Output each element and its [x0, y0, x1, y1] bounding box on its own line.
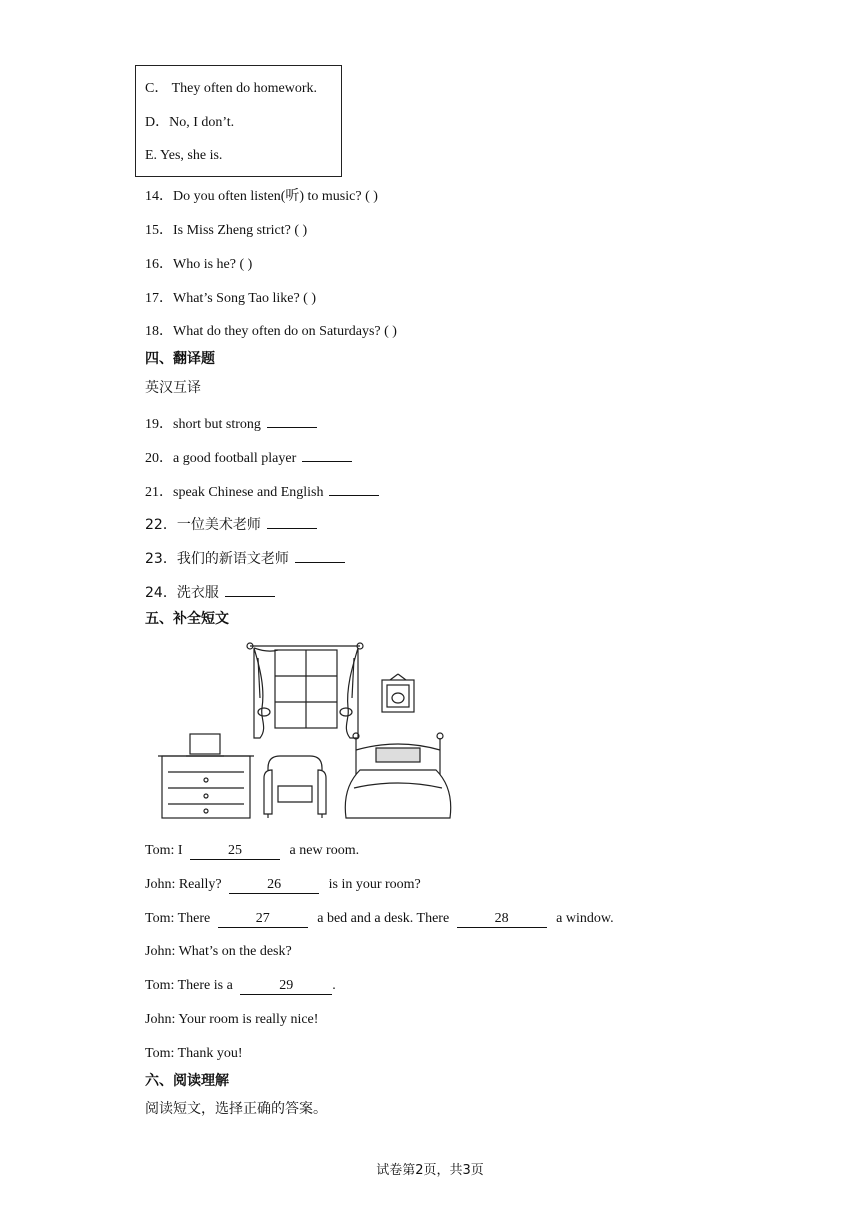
- dialog-line-1: [145, 842, 359, 860]
- dialog-text: John: Really?: [145, 877, 222, 892]
- question-18: 18．What do they often do on Saturdays? ( ): [145, 324, 397, 339]
- translate-text: 20．a good football player: [145, 451, 297, 466]
- dialog-text: a new room.: [289, 843, 360, 858]
- dialog-line-5: [145, 977, 336, 995]
- option-c: C． They often do homework.: [145, 81, 317, 96]
- blank-27: 27: [218, 911, 308, 928]
- dialog-line-4: John: What’s on the desk?: [145, 944, 292, 959]
- translate-text: 21．speak Chinese and English: [145, 485, 324, 500]
- question-14: 14．Do you often listen(听) to music? ( ): [145, 189, 378, 204]
- translate-text: 23．我们的新语文老师: [145, 551, 289, 567]
- answer-blank: [267, 413, 317, 428]
- section6-instruction: 阅读短文，选择正确的答案。: [145, 1101, 327, 1117]
- translate-item-22: [145, 514, 317, 534]
- translate-text: 22．一位美术老师: [145, 517, 261, 533]
- dialog-text: a bed and a desk. There: [317, 911, 450, 926]
- answer-blank: [267, 514, 317, 529]
- dialog-line-2: [145, 876, 421, 894]
- blank-28: 28: [457, 911, 547, 928]
- section4-heading: 四、翻译题: [145, 351, 215, 367]
- section6-heading: 六、阅读理解: [145, 1073, 229, 1089]
- answer-blank: [329, 481, 379, 496]
- dialog-text: a window.: [556, 911, 614, 926]
- answer-blank: [295, 548, 345, 563]
- dialog-line-3: [145, 910, 614, 928]
- question-17: 17．What’s Song Tao like? ( ): [145, 291, 317, 306]
- question-16: 16．Who is he? ( ): [145, 257, 253, 272]
- section5-heading: 五、补全短文: [145, 611, 229, 627]
- answer-blank: [225, 582, 275, 597]
- blank-26: 26: [229, 877, 319, 894]
- translate-text: 19．short but strong: [145, 417, 261, 432]
- blank-29: 29: [240, 978, 332, 995]
- translate-item-23: [145, 548, 345, 568]
- option-e: E. Yes, she is.: [145, 148, 223, 163]
- dialog-text: .: [332, 978, 336, 993]
- page-footer: 试卷第2页，共3页: [376, 1163, 484, 1178]
- question-15: 15．Is Miss Zheng strict? ( ): [145, 223, 308, 238]
- dialog-line-6: John: Your room is really nice!: [145, 1012, 319, 1027]
- translate-item-20: [145, 447, 352, 468]
- room-illustration: [150, 638, 460, 824]
- translate-item-19: [145, 413, 317, 434]
- option-d: D．No, I don’t.: [145, 115, 235, 130]
- dialog-text: Tom: I: [145, 843, 183, 858]
- translate-item-24: [145, 582, 275, 602]
- translate-item-21: [145, 481, 379, 502]
- answer-blank: [302, 447, 352, 462]
- blank-25: 25: [190, 843, 280, 860]
- dialog-text: is in your room?: [328, 877, 421, 892]
- section4-instruction: 英汉互译: [145, 380, 201, 396]
- dialog-text: Tom: There is a: [145, 978, 233, 993]
- dialog-line-7: Tom: Thank you!: [145, 1046, 243, 1061]
- translate-text: 24．洗衣服: [145, 585, 219, 601]
- dialog-text: Tom: There: [145, 911, 211, 926]
